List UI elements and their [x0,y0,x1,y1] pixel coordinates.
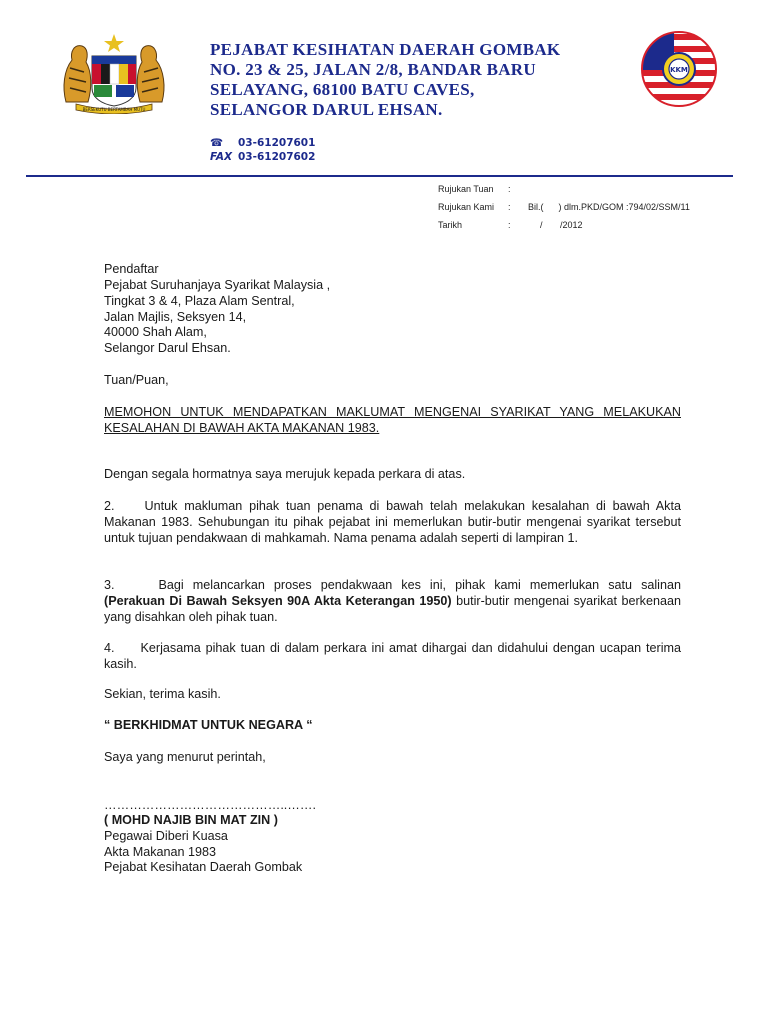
recipient-line: Pendaftar [104,262,159,276]
phone-number: 03-61207601 [238,137,316,149]
rujukan-kami-separator: : [508,202,511,212]
rujukan-tuan-label: Rujukan Tuan [438,184,494,194]
rujukan-kami-value: Bil.( ) dlm.PKD/GOM :794/02/SSM/11 [528,202,690,212]
recipient-line: 40000 Shah Alam, [104,325,207,339]
fax-number: 03-61207602 [238,151,316,163]
recipient-line: Jalan Majlis, Seksyen 14, [104,310,247,324]
paragraph-2-text: Untuk makluman pihak tuan penama di bawah telah melakukan kesalahan di bawah Akta Makanan 1983. Sehubungan itu pihak pejabat ini memerlukan butir-butir mengenai syarikat tersebut untuk tujuan pendakwaan di mahkamah. Nama penama adalah seperti di lampiran 1. [104,499,681,545]
recipient-line: Pejabat Suruhanjaya Syarikat Malaysia , [104,278,331,292]
subject-heading: MEMOHON UNTUK MENDAPATKAN MAKLUMAT MENGENAI SYARIKAT YANG MELAKUKAN KESALAHAN DI BAWAH AKTA MAKANAN 1983. [104,405,681,435]
paragraph-4-number: 4. [104,641,115,655]
rujukan-tuan-separator: : [508,184,511,194]
paragraph-3-text-start: Bagi melancarkan proses pendakwaan kes ini, pihak kami memerlukan satu salinan [158,578,681,592]
fax-label: FAX [210,151,233,163]
motto: “ BERKHIDMAT UNTUK NEGARA “ [104,718,313,732]
paragraph-2-number: 2. [104,499,115,513]
paragraph-3-number: 3. [104,578,115,592]
header-divider [26,175,733,177]
fax-line [210,151,315,163]
org-address-line-3: SELANGOR DARUL EHSAN. [210,100,443,119]
paragraph-2 [104,498,681,546]
recipient-line: Selangor Darul Ehsan. [104,341,231,355]
intro-paragraph: Dengan segala hormatnya saya merujuk kepada perkara di atas. [104,467,466,481]
paragraph-4-text: Kerjasama pihak tuan di dalam perkara ini amat dihargai dan didahului dengan ucapan terima kasih. [104,641,681,671]
phone-line [210,137,315,149]
signatory-name: ( MOHD NAJIB BIN MAT ZIN ) [104,813,278,827]
signatory-title: Pegawai Diberi Kuasa [104,829,228,843]
coat-of-arms-logo [58,32,170,114]
signatory-act: Akta Makanan 1983 [104,845,217,859]
tarikh-separator: : [508,220,511,230]
closing-remark: Sekian, terima kasih. [104,687,221,701]
tarikh-value: / /2012 [540,220,583,230]
paragraph-3-text-end: butir-butir mengenai syarikat berkenaan yang disahkan oleh pihak tuan. [104,594,681,624]
kkm-logo-text: KKM [670,66,688,74]
salutation: Tuan/Puan, [104,373,169,387]
recipient-line: Tingkat 3 & 4, Plaza Alam Sentral, [104,294,295,308]
paragraph-3-bold-reference: (Perakuan Di Bawah Seksyen 90A Akta Keterangan 1950) [104,594,452,608]
crest-motto: BERSEKUTU BERTAMBAH MUTU [82,107,146,112]
tarikh-label: Tarikh [438,220,463,230]
org-address-line-2: SELAYANG, 68100 BATU CAVES, [210,80,475,99]
kkm-logo [640,30,718,108]
signatory-office: Pejabat Kesihatan Daerah Gombak [104,860,303,874]
org-name: PEJABAT KESIHATAN DAERAH GOMBAK [210,40,561,59]
paragraph-4 [104,640,681,672]
sign-off: Saya yang menurut perintah, [104,750,266,764]
telephone-icon: ☎ [210,137,224,149]
paragraph-3 [104,577,681,625]
signature-line: ……………………………………..……. [104,798,316,812]
rujukan-kami-label: Rujukan Kami [438,202,495,212]
org-address-line-1: NO. 23 & 25, JALAN 2/8, BANDAR BARU [210,60,536,79]
